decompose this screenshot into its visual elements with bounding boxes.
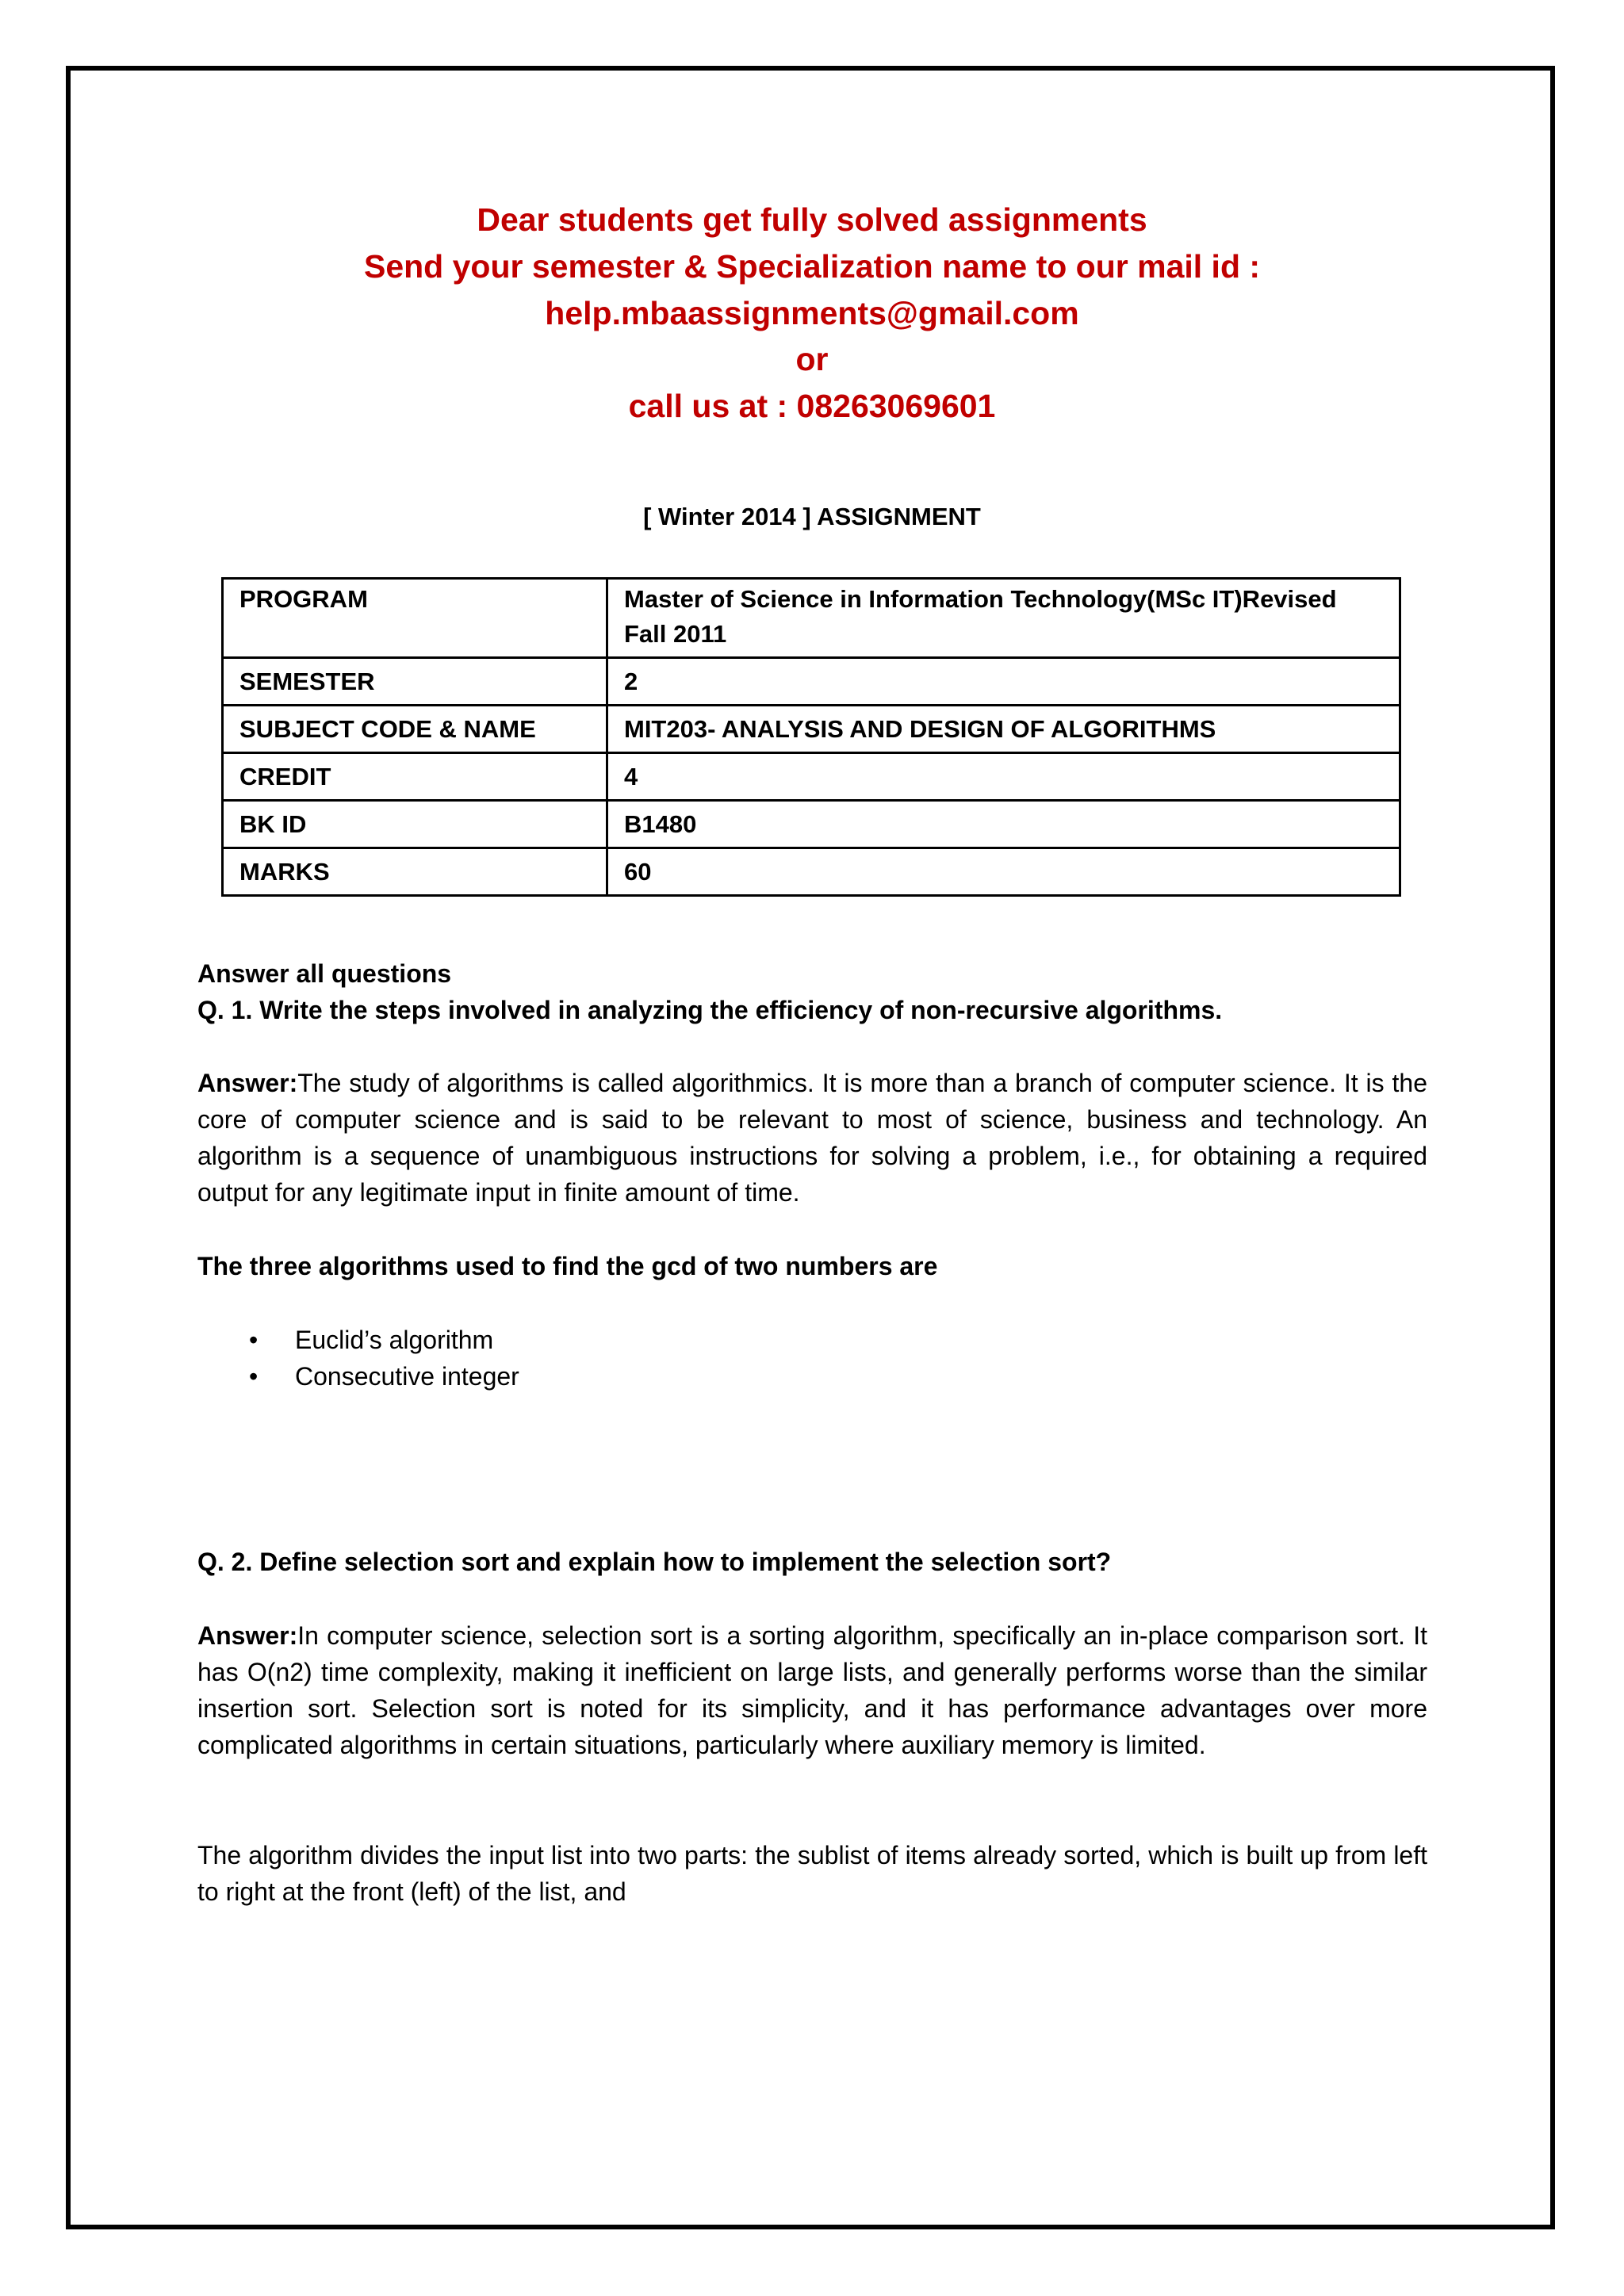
instructions: Answer all questions bbox=[197, 959, 452, 988]
bullet-dot: • bbox=[249, 1326, 259, 1354]
table-value: B1480 bbox=[607, 801, 1400, 848]
assignment-title: [ Winter 2014 ] ASSIGNMENT bbox=[643, 503, 981, 530]
table-row bbox=[223, 579, 1400, 658]
promo-email: help.mbaassignments@gmail.com bbox=[545, 295, 1079, 331]
answer-text: The study of algorithms is called algorithmics. It is more than a branch of computer science. It is the core of computer science and is said to be relevant to most of science, business and technology. An algorithm is a sequence of unambiguous instructions for solving a problem, i.e., for obtaining a required output for any legitimate input in finite amount of time. bbox=[197, 1069, 1427, 1207]
promo-phone: call us at : 08263069601 bbox=[628, 388, 996, 424]
list-item: Consecutive integer bbox=[295, 1362, 519, 1391]
answer-text: In computer science, selection sort is a sorting algorithm, specifically an in-place comparison sort. It has O(n2) time complexity, making it inefficient on large lists, and generally performs worse than the similar insertion sort. Selection sort is noted for its simplicity, and it has performance advantages over more complicated algorithms in certain situations, particularly where auxiliary memory is limited. bbox=[197, 1621, 1427, 1759]
question-2: Q. 2. Define selection sort and explain how to implement the selection sort? bbox=[197, 1548, 1112, 1576]
table-value: MIT203- ANALYSIS AND DESIGN OF ALGORITHMS bbox=[607, 706, 1400, 753]
table-key: PROGRAM bbox=[223, 579, 607, 658]
promo-line-1: Dear students get fully solved assignments bbox=[477, 201, 1147, 238]
answer-2 bbox=[197, 1617, 1427, 1763]
table-value: Master of Science in Information Technology(MSc IT)Revised Fall 2011 bbox=[607, 579, 1400, 658]
answer-label: Answer: bbox=[197, 1621, 298, 1650]
table-row bbox=[223, 753, 1400, 801]
table-value: 60 bbox=[607, 848, 1400, 896]
answer-1 bbox=[197, 1065, 1427, 1211]
table-row bbox=[223, 658, 1400, 706]
table-key: BK ID bbox=[223, 801, 607, 848]
promo-or: or bbox=[795, 341, 829, 377]
gcd-subheading: The three algorithms used to find the gcd of two numbers are bbox=[197, 1252, 938, 1280]
table-row bbox=[223, 848, 1400, 896]
promo-line-2: Send your semester & Specialization name to our mail id : bbox=[363, 248, 1261, 285]
table-key: CREDIT bbox=[223, 753, 607, 801]
answer-label: Answer: bbox=[197, 1069, 298, 1097]
table-value: 4 bbox=[607, 753, 1400, 801]
table-key: MARKS bbox=[223, 848, 607, 896]
list-item: Euclid’s algorithm bbox=[295, 1326, 494, 1354]
table-key: SUBJECT CODE & NAME bbox=[223, 706, 607, 753]
answer-2-paragraph-2: The algorithm divides the input list into two parts: the sublist of items already sorted, which is built up from left to right at the front (left) of the list, and bbox=[197, 1841, 1427, 1906]
question-1: Q. 1. Write the steps involved in analyzing the efficiency of non-recursive algorithms. bbox=[197, 996, 1223, 1024]
table-value: 2 bbox=[607, 658, 1400, 706]
bullet-dot: • bbox=[249, 1362, 259, 1391]
table-key: SEMESTER bbox=[223, 658, 607, 706]
info-table bbox=[221, 577, 1401, 897]
table-row bbox=[223, 801, 1400, 848]
table-row bbox=[223, 706, 1400, 753]
